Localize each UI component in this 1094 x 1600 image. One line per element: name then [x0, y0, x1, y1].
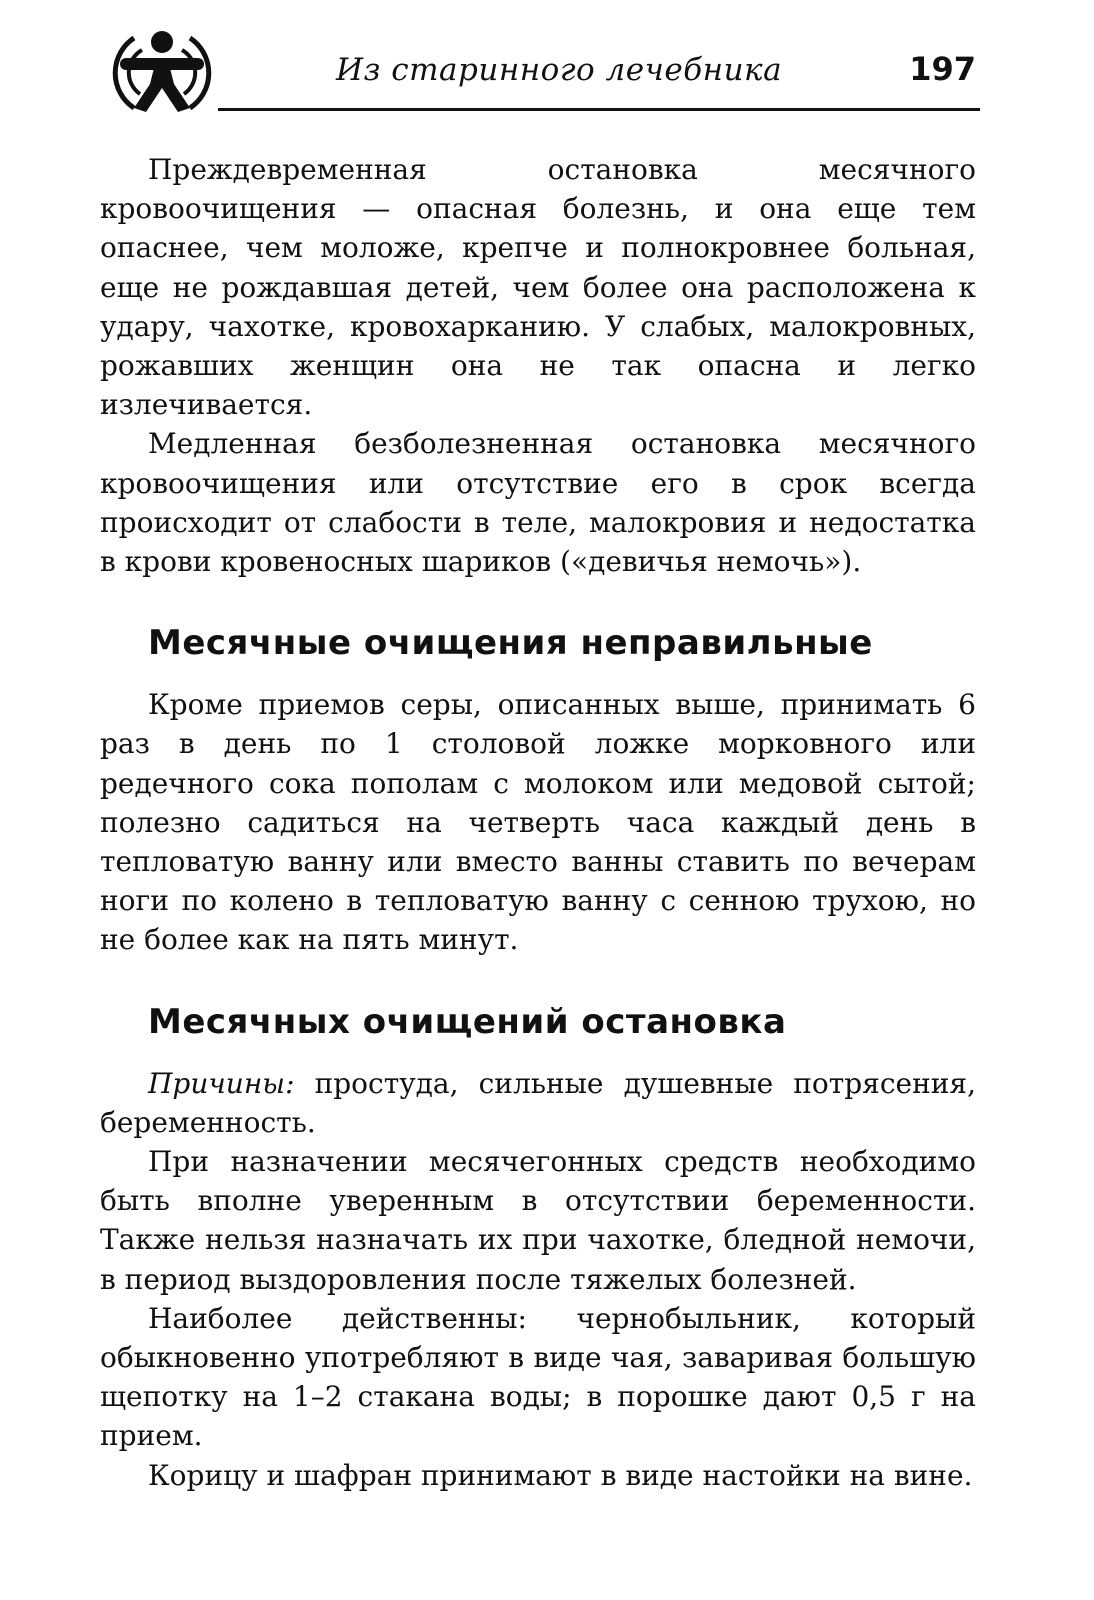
page-header — [100, 28, 980, 118]
paragraph: Преждевременная остановка месячного кровоочищения — опасная болезнь, и она еще тем опаснее, чем моложе, крепче и полнокровнее больная, еще не рождавшая детей, чем более она расположена к удару, чахотке, кровохарканию. У слабых, малокровных, рожавших женщин она не так опасна и легко излечивается. — [100, 153, 976, 422]
paragraph: Корицу и шафран принимают в виде настойки на вине. — [148, 1458, 973, 1492]
paragraph: Кроме приемов серы, описанных выше, принимать 6 раз в день по 1 столовой ложке морковного или редечного сока пополам с молоком или медовой сытой; полезно садиться на четверть часа каждый день в тепловатую ванну или вместо ванны ставить по вечерам ноги по колено в тепловатую ванну с сенною трухою, но не более как на пять минут. — [100, 688, 976, 957]
causes-text: простуда, сильные душевные потрясения, беременность. — [100, 1066, 976, 1139]
paragraph: При назначении месячегонных средств необходимо быть вполне уверенным в отсутствии беременности. Также нельзя назначать их при чахотке, бледной немочи, в период выздоровления после тяжелых болезней. — [100, 1145, 976, 1296]
paragraph: Наиболее действенны: чернобыльник, который обыкновенно употребляют в виде чая, заваривая большую щепотку на 1–2 стакана воды; в порошке дают 0,5 г на прием. — [100, 1301, 976, 1453]
running-title: Из старинного лечебника — [336, 52, 783, 88]
page-body — [100, 150, 976, 1495]
section-heading: Месячные очищения неправильные — [148, 623, 873, 664]
person-figure-logo-icon — [100, 28, 224, 114]
header-rule — [218, 108, 980, 111]
page-number: 197 — [909, 50, 976, 88]
section-heading: Месячных очищений остановка — [148, 1001, 787, 1042]
paragraph: Медленная безболезненная остановка месячного кровоочищения или отсутствие его в срок всегда происходит от слабости в теле, малокровия и недостатка в крови кровеносных шариков («девичья немочь»). — [100, 427, 976, 579]
paragraph — [100, 1064, 976, 1142]
causes-label: Причины: — [148, 1066, 295, 1100]
